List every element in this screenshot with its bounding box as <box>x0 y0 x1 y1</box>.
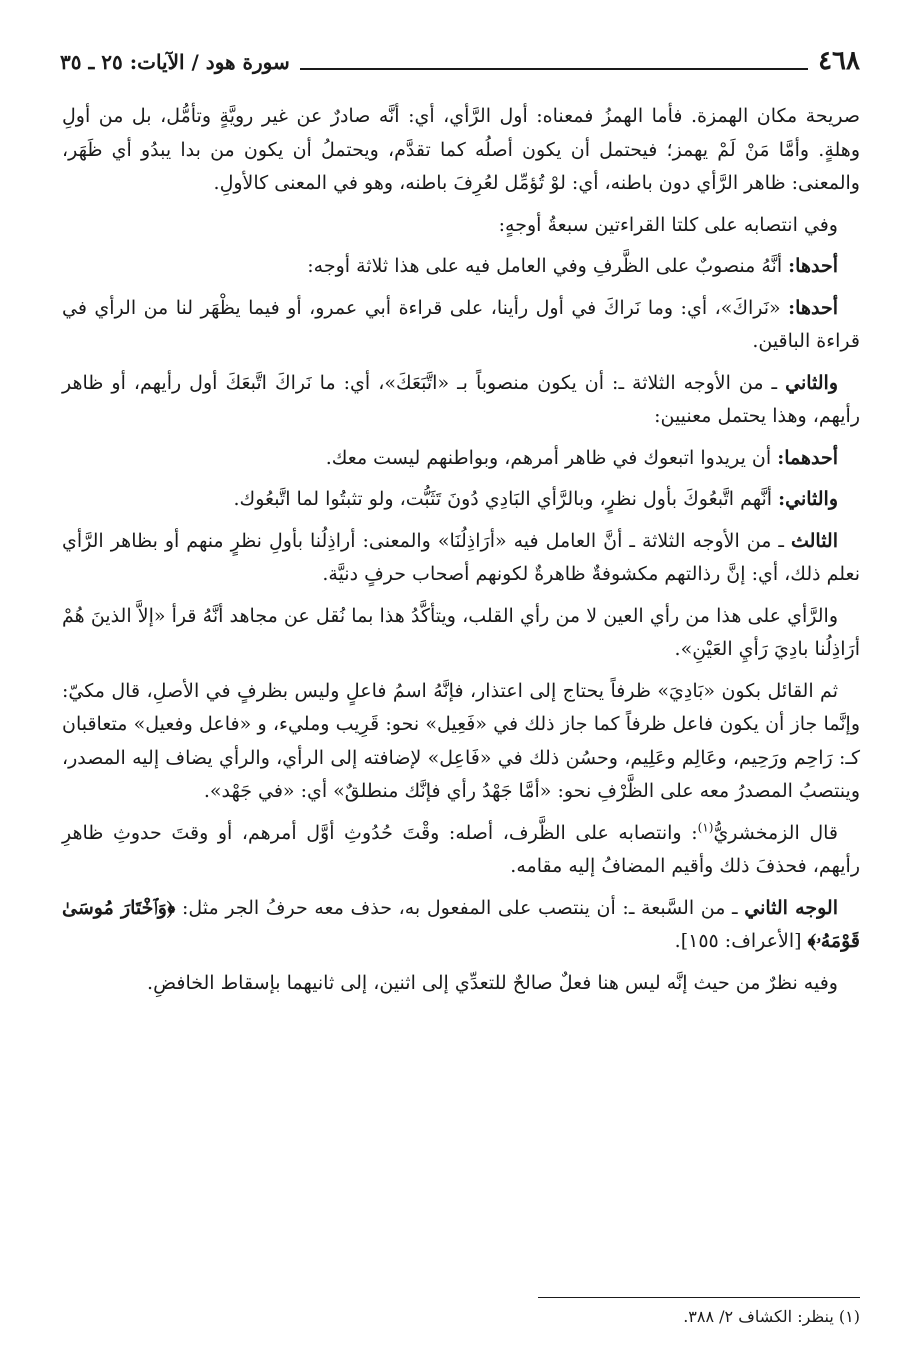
paragraph <box>62 600 860 667</box>
page-header <box>60 38 860 78</box>
paragraph <box>62 483 860 517</box>
footnote-rule <box>538 1297 860 1298</box>
header-rule <box>300 68 808 70</box>
running-title: سورة هود / الآيات: ٢٥ ـ ٣٥ <box>60 50 290 74</box>
paragraph-text: صريحة مكان الهمزة. فأما الهمزُ فمعناه: أول الرَّأي، أي: أنَّه صادرٌ عن غير رويَّةٍ وتأمُّل، بل من أولِ وهلةٍ. وأمَّا مَنْ لَمْ يهمز؛ فيحتمل أن يكون أصلُه كما تقدَّم، ويحتملُ أن يكون من بدا يبدُو أي ظَهَر، والمعنى: ظاهر الرَّأي دون باطنه، أي: لوْ تُؤمِّل لعُرِفَ باطنه، وهو في المعنى كالأولِ. <box>62 105 860 194</box>
paragraph-text: وفي انتصابه على كلتا القراءتين سبعةُ أوجهٍ: <box>498 213 838 236</box>
paragraph-text: ثم القائل بكون «بَادِيَ» ظرفاً يحتاج إلى اعتذار، فإنَّهُ اسمُ فاعلٍ وليس بظرفٍ في الأصلِ، قال مكيّ: وإنَّما جاز أن يكون فاعل ظرفاً كما جاز ذلك في «فَعِيل» نحو: قَرِيب ومليء، و «فاعل وفعيل» متعاقبان كـ: رَاحِم ورَحِيم، وعَالِم وعَلِيم، وحسُن ذلك في «فَاعِل» لإضافته إلى الرأي، والرأي يضاف إليه المصدر، وينتصبُ المصدرُ معه على الظَّرْفِ نحو: «أمَّا جَهْدُ رأي فإنَّك منطلقٌ» أي: «في جَهْد». <box>62 679 860 802</box>
footnote: (١) ينظر: الكشاف ٢/ ٣٨٨. <box>683 1307 860 1326</box>
paragraph-lead: الثالث <box>790 529 838 552</box>
paragraph <box>62 967 860 1001</box>
quran-verse: ﴿وَٱخْتَارَ مُوسَىٰ قَوْمَهُۥ﴾ <box>62 896 860 952</box>
paragraph-text: أن يريدوا اتبعوك في ظاهر أمرهم، وبواطنهم ليست معك. <box>325 446 778 469</box>
paragraph-text: ـ من الأوجه الثلاثة ـ: أن يكون منصوباً بـ «اتَّبَعَكَ»، أي: ما نَراكَ اتَّبعَكَ أول رأيهم، أو ظاهر رأيهم، وهذا يحتمل معنيين: <box>62 371 860 427</box>
paragraph-text: وفيه نظرٌ من حيث إنَّه ليس هنا فعلٌ صالحٌ للتعدِّي إلى اثنين، إلى ثانيهما بإسقاط الخافضِ. <box>147 971 838 994</box>
footnote-marker[interactable]: (١) <box>697 820 714 835</box>
paragraph <box>62 250 860 284</box>
paragraph-text: ـ من الأوجه الثلاثة ـ أنَّ العامل فيه «أرَاذِلُنَا» والمعنى: أراذِلُنا بأولِ نظرٍ منهم أو بظاهر الرَّأي نعلم ذلك، أي: إنَّ رذالتهم مكشوفةٌ ظاهرةٌ لكونهم أصحاب حرفٍ دنيَّة. <box>62 529 860 585</box>
paragraph-text: أنَّهُ منصوبٌ على الظَّرفِ وفي العامل فيه على هذا ثلاثة أوجه: <box>307 255 789 277</box>
paragraph <box>62 292 860 359</box>
paragraph-text: أنَّهم اتَّبعُوكَ بأول نظرٍ، وبالرَّأي البَادِي دُونَ تَثَبُّت، ولو تثبتُوا لما اتَّبعُوك. <box>233 488 779 510</box>
paragraph-lead: أحدها: <box>788 296 838 319</box>
paragraph-text: قال الزمخشريُّ <box>713 821 838 844</box>
paragraph <box>62 100 860 201</box>
paragraph <box>62 817 860 884</box>
page-number: ٤٦٨ <box>818 46 860 76</box>
paragraph-lead: والثاني: <box>778 488 838 510</box>
verse-reference: [الأعراف: ١٥٥]. <box>674 930 808 952</box>
paragraph <box>62 209 860 243</box>
paragraph <box>62 892 860 959</box>
paragraph <box>62 442 860 476</box>
paragraph <box>62 367 860 434</box>
paragraph-lead: أحدها: <box>788 255 838 277</box>
paragraph-lead: والثاني <box>785 371 838 394</box>
paragraph <box>62 525 860 592</box>
paragraph-lead: أحدهما: <box>777 446 838 469</box>
paragraph-text: ـ من السَّبعة ـ: أن ينتصب على المفعول به، حذف معه حرفُ الجر مثل: <box>175 896 745 919</box>
paragraph-lead: الوجه الثاني <box>744 896 838 919</box>
paragraph-text: والرَّأي على هذا من رأي العين لا من رأي القلب، ويتأكَّدُ هذا بما نُقل عن مجاهد أنَّهُ قرأ «إلاَّ الذينَ هُمْ أرَاذِلُنا بادِيَ رَأيِ العَيْنِ». <box>62 604 860 660</box>
paragraph-text: «نَراكَ»، أي: وما نَراكَ في أول رأينا، على قراءة أبي عمرو، أو فيما يظْهَر لنا من الرأي في قراءة الباقين. <box>62 296 860 352</box>
body-text <box>62 100 860 1008</box>
paragraph-text: : وانتصابه على الظَّرف، أصله: وقْتَ حُدُوثِ أوَّل أمرهم، أو وقتَ حدوثِ ظاهرِ رأيهم، فحذفَ ذلك وأقيم المضافُ إليه مقامه. <box>62 821 860 877</box>
paragraph <box>62 675 860 809</box>
